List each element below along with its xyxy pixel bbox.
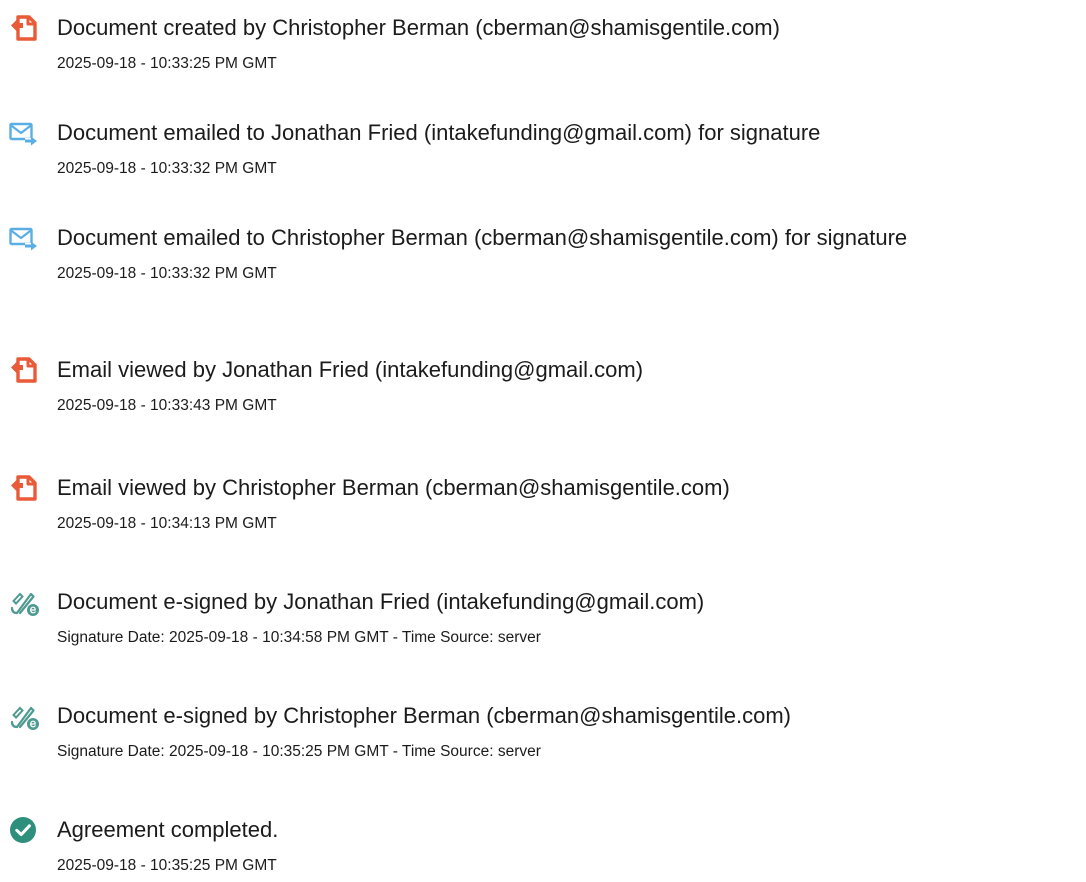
- history-event: [0, 584, 1086, 654]
- history-event: [0, 812, 1086, 882]
- event-title: Email viewed by Jonathan Fried (intakefunding@gmail.com): [57, 357, 644, 382]
- email-sent-icon: [8, 222, 40, 254]
- document-created-icon: [8, 12, 40, 44]
- document-viewed-icon: [8, 472, 40, 504]
- event-timestamp: 2025-09-18 - 10:33:43 PM GMT: [57, 397, 277, 414]
- event-timestamp: 2025-09-18 - 10:34:13 PM GMT: [57, 515, 277, 532]
- event-timestamp: 2025-09-18 - 10:33:25 PM GMT: [57, 55, 277, 72]
- event-timestamp: 2025-09-18 - 10:33:32 PM GMT: [57, 265, 277, 282]
- event-timestamp: 2025-09-18 - 10:33:32 PM GMT: [57, 160, 277, 177]
- event-title: Document e-signed by Christopher Berman (cberman@shamisgentile.com): [57, 703, 791, 728]
- history-event: [0, 470, 1086, 540]
- event-title: Document e-signed by Jonathan Fried (intakefunding@gmail.com): [57, 589, 705, 614]
- e-sign-icon: [8, 700, 40, 732]
- document-viewed-icon: [8, 354, 40, 386]
- event-title: Document emailed to Jonathan Fried (intakefunding@gmail.com) for signature: [57, 120, 821, 145]
- event-title: Document emailed to Christopher Berman (cberman@shamisgentile.com) for signature: [57, 225, 908, 250]
- history-event: [0, 10, 1086, 80]
- event-timestamp: Signature Date: 2025-09-18 - 10:34:58 PM GMT - Time Source: server: [57, 629, 541, 646]
- e-sign-icon: [8, 586, 40, 618]
- history-event: [0, 352, 1086, 422]
- event-timestamp: Signature Date: 2025-09-18 - 10:35:25 PM GMT - Time Source: server: [57, 743, 541, 760]
- history-event: [0, 220, 1086, 290]
- history-event: [0, 115, 1086, 185]
- event-timestamp: 2025-09-18 - 10:35:25 PM GMT: [57, 857, 277, 874]
- event-title: Document created by Christopher Berman (cberman@shamisgentile.com): [57, 15, 780, 40]
- event-title: Agreement completed.: [57, 817, 279, 842]
- email-sent-icon: [8, 117, 40, 149]
- event-title: Email viewed by Christopher Berman (cberman@shamisgentile.com): [57, 475, 730, 500]
- check-circle-icon: [8, 814, 40, 846]
- history-event: [0, 698, 1086, 768]
